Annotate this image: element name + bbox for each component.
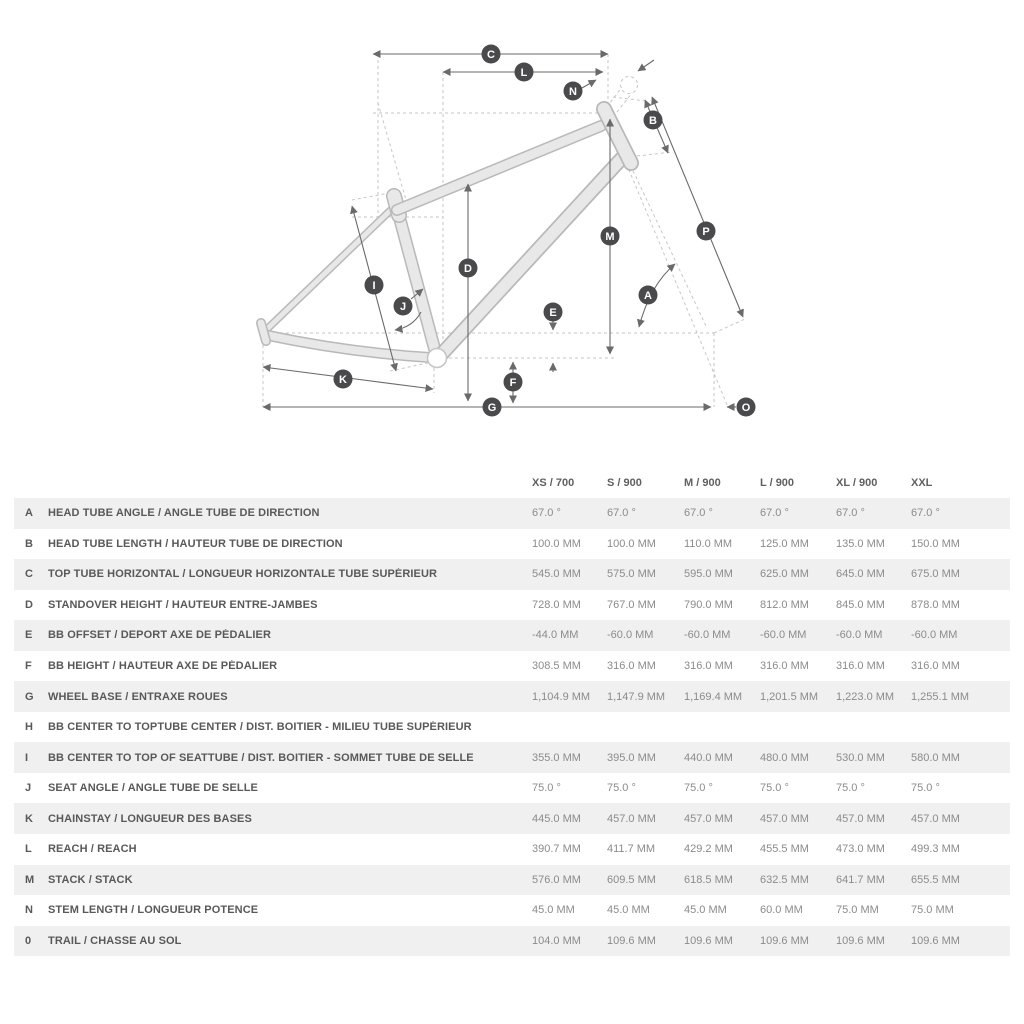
- dimension-label-B: [644, 111, 663, 130]
- dim-P-fork: [652, 97, 743, 317]
- geometry-value: 1,255.1 MM: [911, 690, 970, 703]
- badge-letter: A: [644, 290, 652, 302]
- stem-spacer-circle: [621, 77, 638, 94]
- badge-letter: D: [464, 263, 472, 275]
- geometry-value: -60.0 MM: [836, 629, 883, 642]
- row-label: SEAT ANGLE / ANGLE TUBE DE SELLE: [48, 782, 258, 795]
- badge-letter: B: [649, 115, 657, 127]
- geometry-value: 1,147.9 MM: [607, 690, 666, 703]
- badge-letter: K: [339, 374, 347, 386]
- geometry-value: 595.0 MM: [684, 568, 733, 581]
- badge-letter: N: [569, 86, 577, 98]
- row-label: STANDOVER HEIGHT / HAUTEUR ENTRE-JAMBES: [48, 598, 318, 611]
- size-column-header: M / 900: [684, 476, 721, 489]
- geometry-value: 67.0 °: [607, 507, 636, 520]
- row-label: BB CENTER TO TOPTUBE CENTER / DIST. BOITIER - MILIEU TUBE SUPÉRIEUR: [48, 721, 472, 734]
- geometry-value: 390.7 MM: [532, 843, 581, 856]
- dimension-label-L: [515, 63, 534, 82]
- table-header-row: [14, 467, 1010, 498]
- dimension-label-J: [394, 297, 413, 316]
- table-row-B: [14, 529, 1010, 560]
- geometry-value: 355.0 MM: [532, 751, 581, 764]
- geometry-value: 67.0 °: [911, 507, 940, 520]
- size-column-header: XL / 900: [836, 476, 878, 489]
- table-row-M: [14, 865, 1010, 896]
- badge-letter: O: [741, 402, 751, 414]
- geometry-value: 100.0 MM: [607, 537, 656, 550]
- geometry-value: 67.0 °: [684, 507, 713, 520]
- geometry-value: 316.0 MM: [607, 660, 656, 672]
- dimension-label-I: [365, 276, 384, 295]
- geometry-value: 618.5 MM: [684, 873, 733, 886]
- row-label: STACK / STACK: [48, 873, 133, 886]
- row-label: STEM LENGTH / LONGUEUR POTENCE: [48, 904, 259, 917]
- geometry-value: 457.0 MM: [607, 812, 656, 825]
- row-letter: J: [25, 782, 32, 795]
- table-row-A: [14, 498, 1010, 529]
- geometry-value: 395.0 MM: [607, 751, 656, 764]
- badge-letter: G: [487, 402, 497, 414]
- badge-letter: J: [399, 301, 407, 313]
- dimension-label-O: [737, 398, 756, 417]
- geometry-value: 609.5 MM: [607, 873, 656, 886]
- geometry-value: 1,169.4 MM: [684, 690, 743, 703]
- row-label: REACH / REACH: [48, 843, 137, 856]
- geometry-value: 125.0 MM: [760, 537, 809, 550]
- geometry-value: 530.0 MM: [836, 751, 885, 764]
- geometry-value: 67.0 °: [532, 507, 561, 520]
- geometry-value: 75.0 °: [532, 782, 561, 795]
- row-letter: M: [25, 873, 35, 886]
- dimension-label-C: [482, 45, 501, 64]
- geometry-value: 480.0 MM: [760, 751, 809, 764]
- geometry-value: 632.5 MM: [760, 873, 809, 886]
- stem-pointer-arrow: [638, 60, 654, 71]
- geometry-value: 1,104.9 MM: [532, 690, 591, 703]
- geometry-value: 316.0 MM: [911, 660, 960, 672]
- dimension-label-A: [639, 286, 658, 305]
- dimension-label-P: [697, 222, 716, 241]
- geometry-value: 575.0 MM: [607, 568, 656, 581]
- geometry-value: 457.0 MM: [684, 812, 733, 825]
- geometry-value: 75.0 °: [607, 782, 636, 795]
- size-column-header: XS / 700: [532, 476, 575, 489]
- geometry-value: 675.0 MM: [911, 568, 960, 581]
- geometry-value: -60.0 MM: [684, 629, 731, 642]
- geometry-value: 109.6 MM: [760, 934, 809, 947]
- geometry-value: 790.0 MM: [684, 598, 733, 611]
- geometry-value: 75.0 MM: [836, 904, 879, 917]
- geometry-value: 655.5 MM: [911, 873, 960, 886]
- row-label: TOP TUBE HORIZONTAL / LONGUEUR HORIZONTALE TUBE SUPÉRIEUR: [48, 568, 438, 581]
- geometry-value: 440.0 MM: [684, 751, 733, 764]
- geometry-value: -60.0 MM: [607, 629, 654, 642]
- geometry-value: 429.2 MM: [684, 843, 733, 856]
- geometry-value: 845.0 MM: [836, 598, 885, 611]
- geometry-value: 135.0 MM: [836, 537, 885, 550]
- badge-letter: E: [549, 307, 557, 319]
- construction-lines: [262, 54, 745, 407]
- geometry-value: 316.0 MM: [760, 660, 809, 672]
- row-label: HEAD TUBE ANGLE / ANGLE TUBE DE DIRECTION: [48, 507, 320, 520]
- row-label: BB OFFSET / DEPORT AXE DE PÉDALIER: [48, 629, 272, 642]
- geometry-value: -44.0 MM: [532, 629, 579, 642]
- geometry-value: 641.7 MM: [836, 873, 885, 886]
- geometry-value: 411.7 MM: [607, 843, 656, 856]
- row-letter: I: [25, 751, 29, 764]
- badge-letter: M: [605, 231, 615, 243]
- geometry-value: 728.0 MM: [532, 598, 581, 611]
- geometry-value: 499.3 MM: [911, 843, 960, 856]
- geometry-value: 109.6 MM: [684, 934, 733, 947]
- geometry-value: 75.0 °: [911, 782, 940, 795]
- geometry-value: 767.0 MM: [607, 598, 656, 611]
- geometry-value: 812.0 MM: [760, 598, 809, 611]
- row-letter: K: [25, 812, 33, 825]
- geometry-value: 316.0 MM: [836, 660, 885, 672]
- geometry-value: 878.0 MM: [911, 598, 960, 611]
- bike-geometry-diagram: [0, 0, 1024, 460]
- dimension-label-E: [544, 303, 563, 322]
- geometry-value: 45.0 MM: [684, 904, 727, 917]
- geometry-value: 457.0 MM: [911, 812, 960, 825]
- geometry-value: 110.0 MM: [684, 537, 733, 550]
- geometry-value: 67.0 °: [836, 507, 865, 520]
- geometry-value: 457.0 MM: [836, 812, 885, 825]
- table-row-K: [14, 803, 1010, 834]
- dimension-label-M: [601, 227, 620, 246]
- dim-N-stem-arrow: [582, 80, 596, 88]
- geometry-value: 545.0 MM: [532, 568, 581, 581]
- badge-letter: I: [372, 280, 376, 292]
- row-letter: G: [25, 690, 34, 703]
- geometry-value: 75.0 °: [760, 782, 789, 795]
- dimension-label-D: [459, 259, 478, 278]
- badge-letter: L: [520, 67, 528, 79]
- geometry-value: 45.0 MM: [532, 904, 575, 917]
- geometry-value: 60.0 MM: [760, 904, 803, 917]
- geometry-value: -60.0 MM: [911, 629, 958, 642]
- badge-letter: P: [702, 226, 710, 238]
- size-column-header: L / 900: [760, 476, 795, 489]
- dimension-label-F: [504, 373, 523, 392]
- geometry-value: 1,223.0 MM: [836, 690, 895, 703]
- geometry-value: 75.0 °: [684, 782, 713, 795]
- geometry-value: 75.0 °: [836, 782, 865, 795]
- dimension-label-G: [483, 398, 502, 417]
- table-row-D: [14, 590, 1010, 621]
- row-letter: A: [25, 507, 33, 520]
- geometry-value: 1,201.5 MM: [760, 690, 819, 703]
- geometry-value: 45.0 MM: [607, 904, 650, 917]
- row-label: WHEEL BASE / ENTRAXE ROUES: [48, 690, 228, 703]
- table-row-I: [14, 742, 1010, 773]
- row-label: CHAINSTAY / LONGUEUR DES BASES: [48, 812, 252, 825]
- geometry-value: 75.0 MM: [911, 904, 954, 917]
- geometry-value: 457.0 MM: [760, 812, 809, 825]
- row-letter: F: [25, 660, 32, 672]
- row-letter: L: [25, 843, 32, 856]
- row-letter: D: [25, 598, 33, 611]
- badge-letter: F: [509, 377, 517, 389]
- row-letter: H: [25, 721, 33, 734]
- geometry-value: 445.0 MM: [532, 812, 581, 825]
- dimension-label-N: [564, 82, 583, 101]
- table-row-L: [14, 834, 1010, 865]
- badge-letter: C: [487, 49, 495, 61]
- geometry-value: 473.0 MM: [836, 843, 885, 856]
- row-label: HEAD TUBE LENGTH / HAUTEUR TUBE DE DIRECTION: [48, 537, 343, 550]
- geometry-value: 316.0 MM: [684, 660, 733, 672]
- geometry-value: 100.0 MM: [532, 537, 581, 550]
- row-label: BB HEIGHT / HAUTEUR AXE DE PÉDALIER: [48, 660, 278, 672]
- table-row-F: [14, 651, 1010, 682]
- table-row-E: [14, 620, 1010, 651]
- row-letter: C: [25, 568, 33, 581]
- table-row-J: [14, 773, 1010, 804]
- geometry-value: 150.0 MM: [911, 537, 960, 550]
- geometry-value: 645.0 MM: [836, 568, 885, 581]
- bike-frame: [261, 109, 631, 368]
- row-label: BB CENTER TO TOP OF SEATTUBE / DIST. BOITIER - SOMMET TUBE DE SELLE: [48, 751, 474, 764]
- table-row-H: [14, 712, 1010, 743]
- geometry-value: 580.0 MM: [911, 751, 960, 764]
- geometry-value: 625.0 MM: [760, 568, 809, 581]
- table-row-C: [14, 559, 1010, 590]
- row-letter: 0: [25, 934, 32, 947]
- geometry-value: 109.6 MM: [911, 934, 960, 947]
- dimension-label-K: [334, 370, 353, 389]
- bottom-bracket: [428, 349, 447, 368]
- geometry-value: 308.5 MM: [532, 660, 581, 672]
- geometry-table: [14, 467, 1010, 956]
- table-row-G: [14, 681, 1010, 712]
- geometry-value: 455.5 MM: [760, 843, 809, 856]
- geometry-value: 104.0 MM: [532, 934, 581, 947]
- dimension-lines: [263, 54, 743, 407]
- table-row-N: [14, 895, 1010, 926]
- geometry-value: 109.6 MM: [607, 934, 656, 947]
- row-label: TRAIL / CHASSE AU SOL: [48, 934, 182, 947]
- geometry-value: -60.0 MM: [760, 629, 807, 642]
- geometry-value: 109.6 MM: [836, 934, 885, 947]
- dim-J-seat-angle-arc: [395, 312, 421, 330]
- size-column-header: XXL: [911, 476, 933, 489]
- row-letter: E: [25, 629, 33, 642]
- size-column-header: S / 900: [607, 476, 642, 489]
- geometry-value: 576.0 MM: [532, 873, 581, 886]
- row-letter: B: [25, 537, 33, 550]
- geometry-value: 67.0 °: [760, 507, 789, 520]
- table-row-0: [14, 926, 1010, 957]
- row-letter: N: [25, 904, 33, 917]
